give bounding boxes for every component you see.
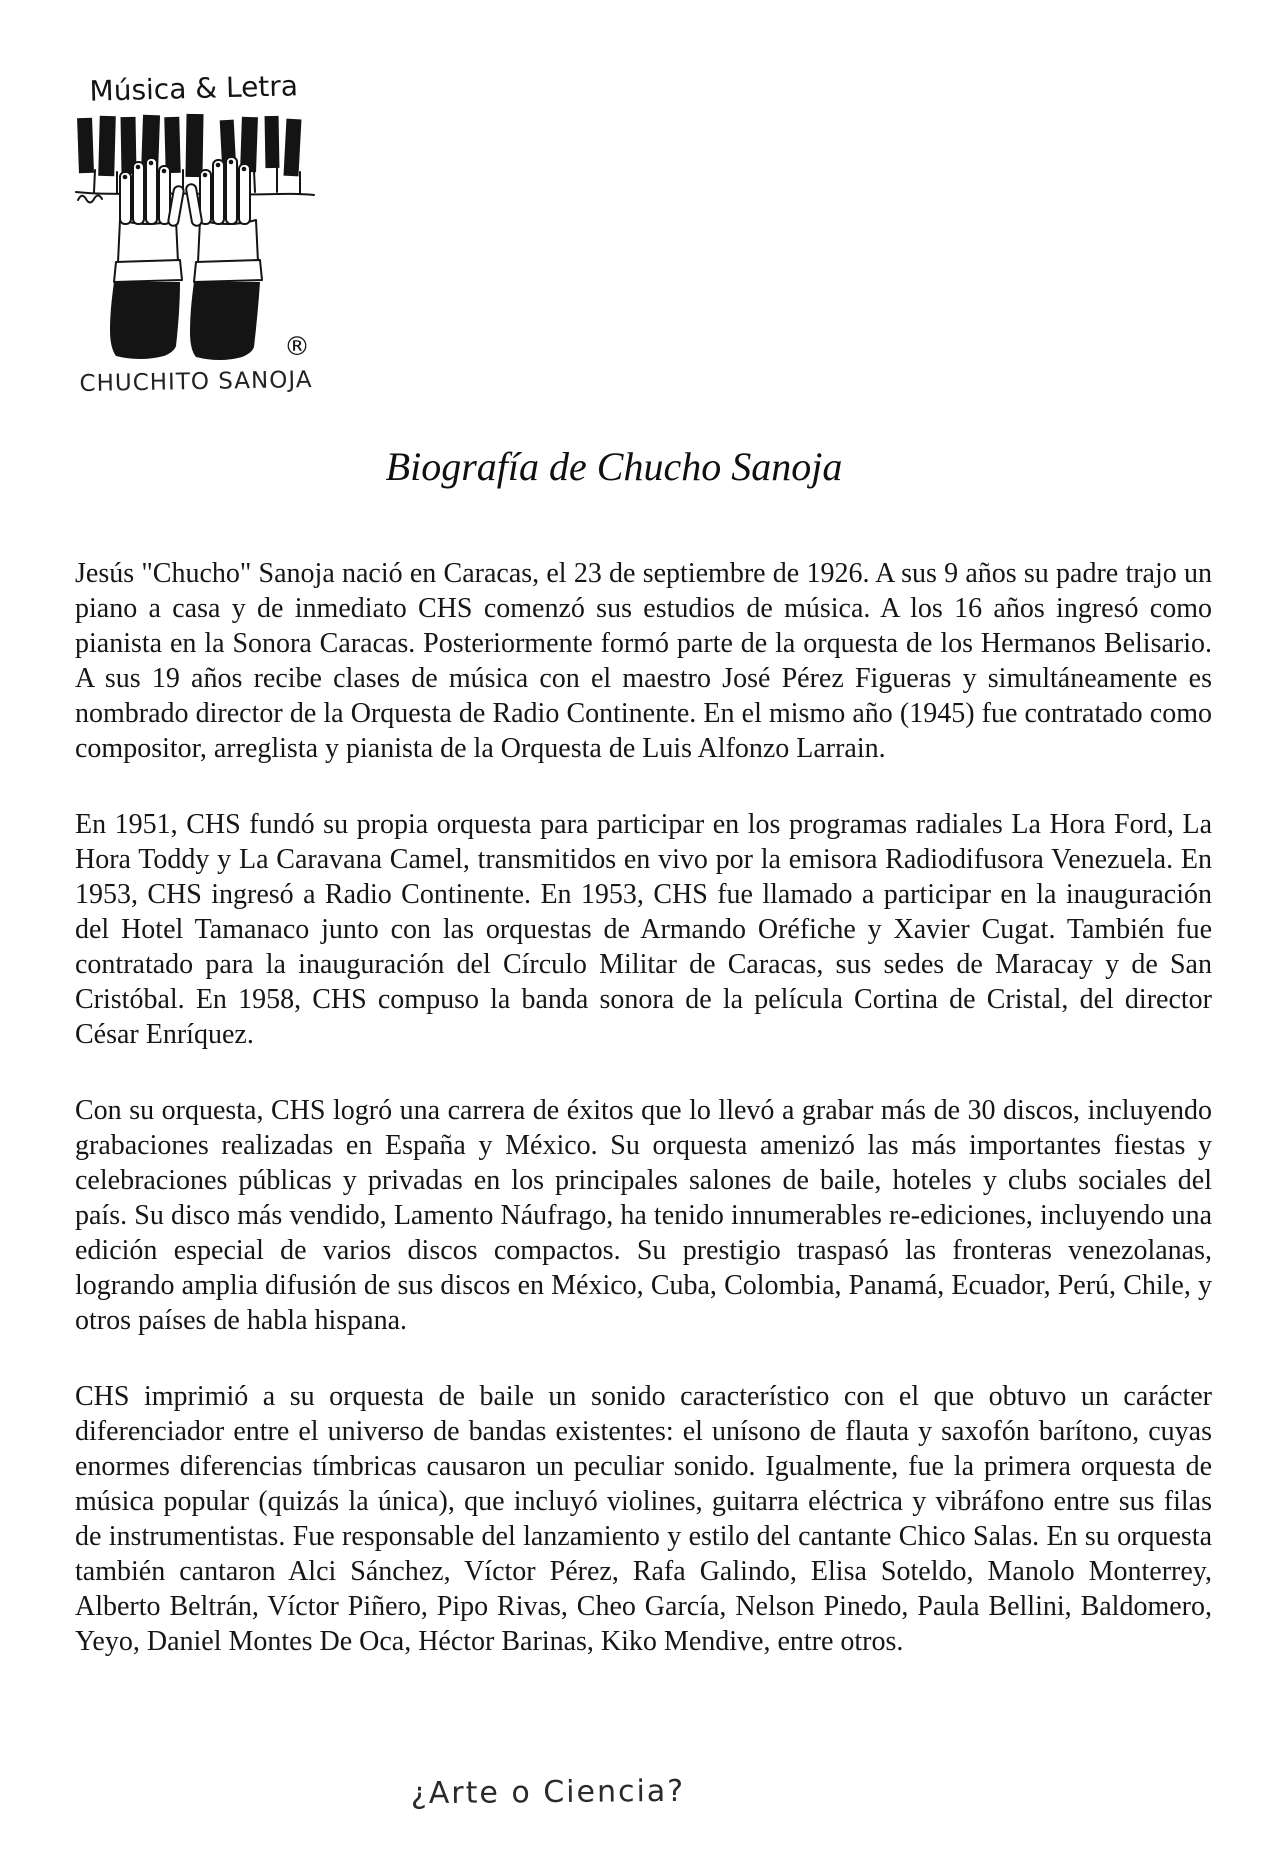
- registered-trademark-symbol: ®: [284, 332, 310, 362]
- logo-wordmark: Música & Letra: [89, 69, 299, 108]
- biography-paragraph: Jesús "Chucho" Sanoja nació en Caracas, el 23 de septiembre de 1926. A sus 9 años su padre trajo un piano a casa y de inmediato CHS comenzó sus estudios de música. A los 16 años ingresó como pianista en la Sonora Caracas. Posteriormente formó parte de la orquesta de los Hermanos Belisario. A sus 19 años recibe clases de música con el maestro José Pérez Figueras y simultáneamente es nombrado director de la Orquesta de Radio Continente. En el mismo año (1945) fue contratado como compositor, arreglista y pianista de la Orquesta de Luis Alfonzo Larrain.: [75, 558, 1212, 764]
- logo-artist-name: CHUCHITO SANOJA: [79, 366, 313, 398]
- squiggle-mark: [78, 196, 102, 203]
- arte-o-ciencia-caption: ¿Arte o Ciencia?: [410, 1773, 686, 1812]
- biography-body: [75, 556, 1212, 1700]
- biography-paragraph: En 1951, CHS fundó su propia orquesta para participar en los programas radiales La Hora Ford, La Hora Toddy y La Caravana Camel, transmitidos en vivo por la emisora Radiodifusora Venezuela. En 1953, CHS ingresó a Radio Continente. En 1953, CHS fue llamado a participar en la inauguración del Hotel Tamanaco junto con las orquestas de Armando Oréfiche y Xavier Cugat. También fue contratado para la inauguración del Círculo Militar de Caracas, sus sedes de Maracay y de San Cristóbal. En 1958, CHS compuso la banda sonora de la película Cortina de Cristal, del director César Enríquez.: [75, 809, 1212, 1050]
- left-hand-icon: [118, 158, 184, 266]
- right-sleeve-icon: [190, 282, 260, 360]
- biography-paragraph: CHS imprimió a su orquesta de baile un sonido característico con el que obtuvo un carácter diferenciador entre el universo de bandas existentes: el unísono de flauta y saxofón barítono, cuyas enormes diferencias tímbricas causaron un peculiar sonido. Igualmente, fue la primera orquesta de música popular (quizás la única), que incluyó violines, guitarra eléctrica y vibráfono entre sus filas de instrumentistas. Fue responsable del lanzamiento y estilo del cantante Chico Salas. En su orquesta también cantaron Alci Sánchez, Víctor Pérez, Rafa Galindo, Elisa Soteldo, Manolo Monterrey, Alberto Beltrán, Víctor Piñero, Pipo Rivas, Cheo García, Nelson Pinedo, Paula Bellini, Baldomero, Yeyo, Daniel Montes De Oca, Héctor Barinas, Kiko Mendive, entre otros.: [75, 1381, 1212, 1657]
- right-cuff-icon: [194, 260, 262, 282]
- left-sleeve-icon: [110, 282, 180, 359]
- page-title: Biografía de Chucho Sanoja: [385, 444, 843, 489]
- biography-paragraph: Con su orquesta, CHS logró una carrera de éxitos que lo llevó a grabar más de 30 discos, incluyendo grabaciones realizadas en España y México. Su orquesta amenizó las más importantes fiestas y celebraciones públicas y privadas en los principales salones de baile, hoteles y clubs sociales del país. Su disco más vendido, Lamento Náufrago, ha tenido innumerables re-ediciones, incluyendo una edición especial de varios discos compactos. Su prestigio traspasó las fronteras venezolanas, logrando amplia difusión de sus discos en México, Cuba, Colombia, Panamá, Ecuador, Perú, Chile, y otros países de habla hispana.: [75, 1095, 1212, 1336]
- musica-y-letra-logo: [72, 50, 320, 398]
- piano-hands-illustration: [72, 50, 320, 365]
- piano-black-keys-icon: [77, 114, 301, 177]
- left-cuff-icon: [114, 260, 182, 282]
